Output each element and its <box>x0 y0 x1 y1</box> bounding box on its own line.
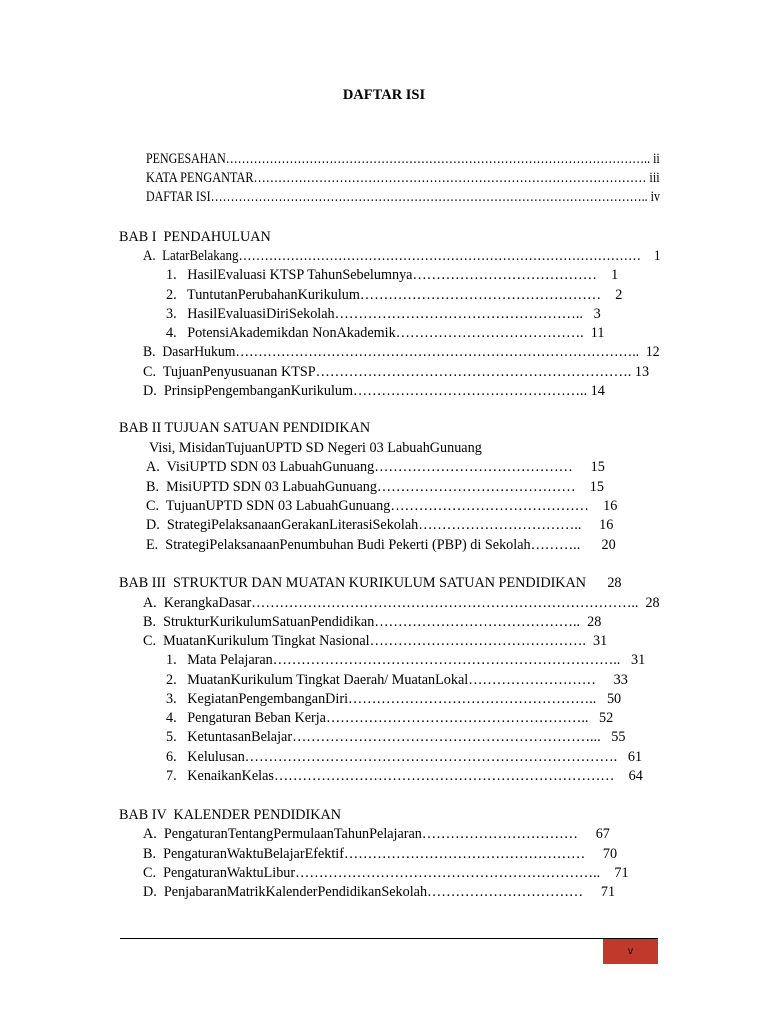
toc-entry: A. VisiUPTD SDN 03 LabuahGunuang…………………………………… 15 <box>146 459 605 475</box>
toc-subentry: 2. TuntutanPerubahanKurikulum…………………………………………… 2 <box>166 287 623 303</box>
toc-subentry: 6. Kelulusan……………………………………………………………………. 61 <box>166 749 643 765</box>
toc-entry: D. PenjabaranMatrikKalenderPendidikanSekolah…………………………… 71 <box>143 884 616 900</box>
toc-entry: C. MuatanKurikulum Tingkat Nasional………………………………………. 31 <box>143 633 608 649</box>
toc-entry-daftar-isi: DAFTAR ISI……………………………………………………………………………………………….. iv <box>146 189 660 205</box>
chapter-heading: BAB III STRUKTUR DAN MUATAN KURIKULUM SATUAN PENDIDIKAN 28 <box>119 575 622 591</box>
toc-subentry: 5. KetuntasanBelajar………………………………………………………... 55 <box>166 729 626 745</box>
toc-entry: C. TujuanPenyusuanan KTSP…………………………………………………………. 13 <box>143 364 650 380</box>
page-number-box <box>603 939 658 964</box>
page-title: DAFTAR ISI <box>342 87 426 103</box>
page-number: v <box>628 946 633 957</box>
toc-entry: D. PrinsipPengembanganKurikulum………………………………………….. 14 <box>143 383 605 399</box>
chapter-heading: BAB II TUJUAN SATUAN PENDIDIKAN <box>119 420 371 436</box>
toc-entry: B. MisiUPTD SDN 03 LabuahGunuang…………………………………… 15 <box>146 479 604 495</box>
chapter-heading: BAB I PENDAHULUAN <box>119 229 271 245</box>
toc-entry: A. KerangkaDasar……………………………………………………………………….. 28 <box>143 595 660 611</box>
toc-entry: C. TujuanUPTD SDN 03 LabuahGunuang…………………………………… 16 <box>146 498 618 514</box>
footer-rule <box>120 938 658 939</box>
toc-subentry: 3. KegiatanPengembanganDiri…………………………………………….. 50 <box>166 691 622 707</box>
toc-subentry: 2. MuatanKurikulum Tingkat Daerah/ MuatanLokal……………………… 33 <box>166 672 628 688</box>
toc-entry-kata-pengantar: KATA PENGANTAR…………………………………………………………………………………… iii <box>146 170 660 186</box>
toc-entry-pengesahan: PENGESAHAN…………………………………………………………………………………………….. ii <box>146 151 660 167</box>
toc-entry: A. PengaturanTentangPermulaanTahunPelajaran…………………………… 67 <box>143 826 610 842</box>
chapter-heading: BAB IV KALENDER PENDIDIKAN <box>119 807 341 823</box>
toc-subentry: 4. PotensiAkademikdan NonAkademik…………………………………. 11 <box>166 325 605 341</box>
toc-subentry: 1. Mata Pelajaran……………………………………………………………….. 31 <box>166 652 646 668</box>
toc-entry: E. StrategiPelaksanaanPenumbuhan Budi Pekerti (PBP) di Sekolah……….. 20 <box>146 537 616 553</box>
toc-entry: B. StrukturKurikulumSatuanPendidikan…………………………………….. 28 <box>143 614 602 630</box>
section-subheading: Visi, MisidanTujuanUPTD SD Negeri 03 LabuahGunuang <box>149 440 482 456</box>
toc-subentry: 7. KenaikanKelas……………………………………………………………… 64 <box>166 768 643 784</box>
toc-entry: A. LatarBelakang………………………………………………………………………………… 1 <box>143 248 661 264</box>
toc-entry: C. PengaturanWaktuLibur……………………………………………………….. 71 <box>143 865 629 881</box>
toc-subentry: 1. HasilEvaluasi KTSP TahunSebelumnya………………………………… 1 <box>166 267 619 283</box>
toc-subentry: 3. HasilEvaluasiDiriSekolah…………………………………………….. 3 <box>166 306 601 322</box>
toc-entry: B. PengaturanWaktuBelajarEfektif…………………………………………… 70 <box>143 846 618 862</box>
toc-entry: D. StrategiPelaksanaanGerakanLiterasiSekolah…………………………….. 16 <box>146 517 614 533</box>
toc-subentry: 4. Pengaturan Beban Kerja……………………………………………….. 52 <box>166 710 614 726</box>
toc-entry: B. DasarHukum…………………………………………………………………………….. 12 <box>143 344 660 360</box>
